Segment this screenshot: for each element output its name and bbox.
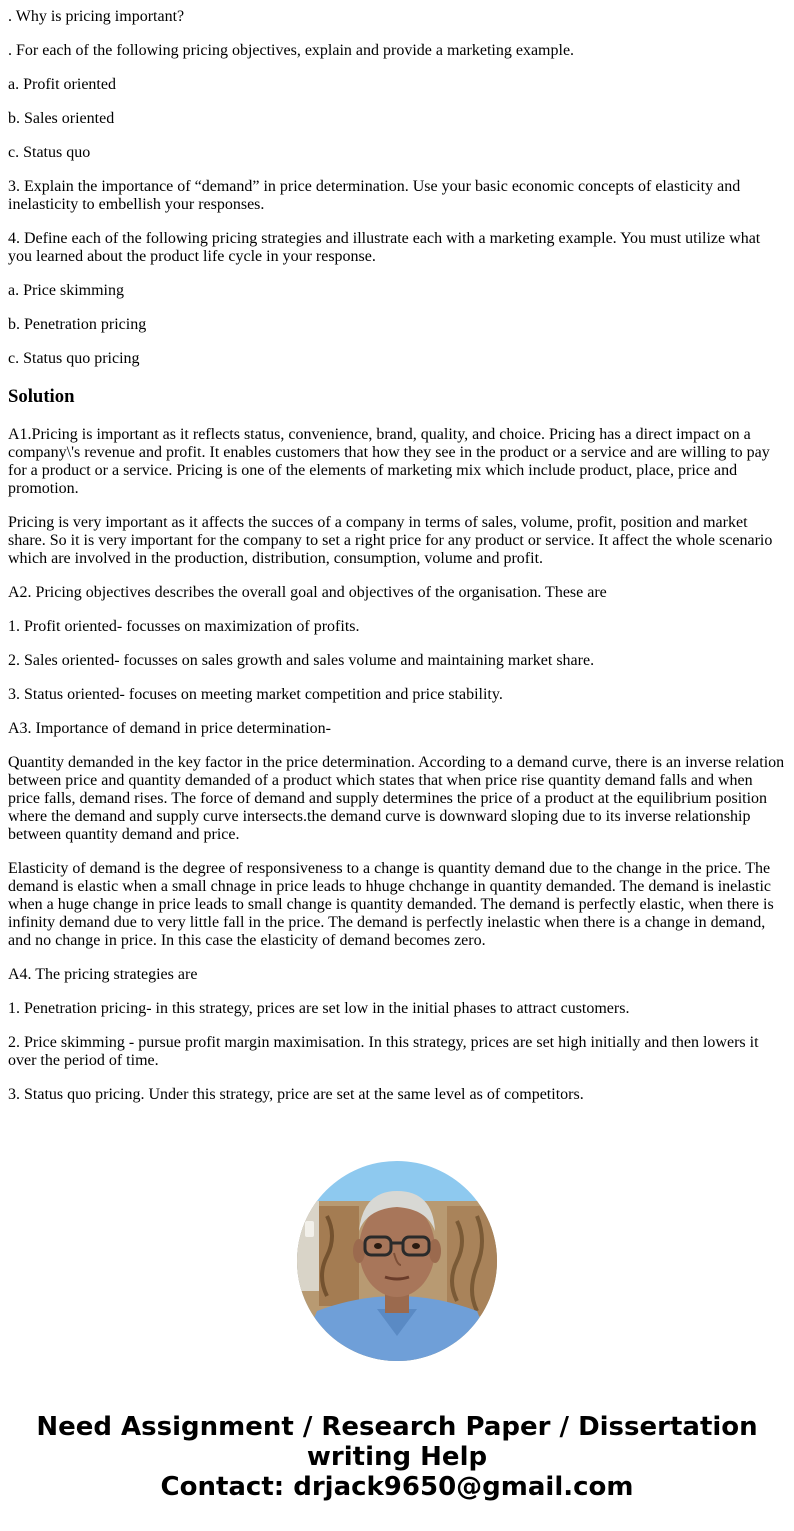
question-4b: b. Penetration pricing (8, 316, 147, 333)
answer-a2-item-1: 1. Profit oriented- focusses on maximization of profits. (8, 618, 360, 635)
answer-a4-item-3: 3. Status quo pricing. Under this strategy, price are set at the same level as of competitors. (8, 1086, 584, 1103)
answer-a3-elasticity: Elasticity of demand is the degree of responsiveness to a change is quantity demand due to the change in the price. The demand is elastic when a small chnage in price leads to hhuge chchange in quantity demanded. The demand is inelastic when a huge change in price leads to small change is quantity demanded. The demand is perfectly elastic, when there is infinity demand due to very little fall in the price. The demand is perfectly inelastic when there is a change in demand, and no change in price. In this case the elasticity of demand becomes zero. (8, 860, 774, 949)
answer-a2-item-3: 3. Status oriented- focuses on meeting market competition and price stability. (8, 686, 503, 703)
answer-a4-item-2: 2. Price skimming - pursue profit margin maximisation. In this strategy, prices are set high initially and then lowers it over the period of time. (8, 1034, 759, 1069)
solution-heading: Solution (8, 386, 75, 407)
author-portrait-image (297, 1161, 497, 1361)
answer-a2: A2. Pricing objectives describes the overall goal and objectives of the organisation. These are (8, 584, 607, 601)
footer-line-1: Need Assignment / Research Paper / Dissertation (36, 1412, 758, 1442)
answer-a1-continued: Pricing is very important as it affects the succes of a company in terms of sales, volume, profit, position and market share. So it is very important for the company to set a right price for any product or service. It affect the whole scenario which are involved in the production, distribution, consumption, volume and profit. (8, 514, 773, 567)
answer-a2-item-2: 2. Sales oriented- focusses on sales growth and sales volume and maintaining market share. (8, 652, 595, 669)
answer-a3-demand: Quantity demanded in the key factor in the price determination. According to a demand curve, there is an inverse relation between price and quantity demanded of a product which states that when price rise quantity demand falls and when price falls, demand rises. The force of demand and supply determines the price of a product at the equilibrium position where the demand and supply curve intersects.the demand curve is downward sloping due to its inverse relationship between quantity demand and price. (8, 754, 785, 843)
question-4: 4. Define each of the following pricing strategies and illustrate each with a marketing example. You must utilize what you learned about the product life cycle in your response. (8, 230, 761, 265)
question-2: . For each of the following pricing objectives, explain and provide a marketing example. (8, 42, 575, 59)
question-1: . Why is pricing important? (8, 8, 185, 25)
footer-ad (0, 1412, 794, 1502)
author-avatar (297, 1161, 497, 1361)
question-4c: c. Status quo pricing (8, 350, 140, 367)
answer-a1: A1.Pricing is important as it reflects status, convenience, brand, quality, and choice. Pricing has a direct impact on a company\'s revenue and profit. It enables customers that how they see in the product or a service and are willing to pay for a product or a service. Pricing is one of the elements of marketing mix which include product, place, price and promotion. (8, 426, 770, 497)
answer-a4: A4. The pricing strategies are (8, 966, 198, 983)
question-4a: a. Price skimming (8, 282, 124, 299)
question-2a: a. Profit oriented (8, 76, 116, 93)
document-body (0, 8, 794, 1104)
question-2b: b. Sales oriented (8, 110, 115, 127)
answer-a3: A3. Importance of demand in price determination- (8, 720, 331, 737)
question-2c: c. Status quo (8, 144, 91, 161)
footer-contact: Contact: drjack9650@gmail.com (160, 1472, 634, 1502)
answer-a4-item-1: 1. Penetration pricing- in this strategy, prices are set low in the initial phases to attract customers. (8, 1000, 630, 1017)
question-3: 3. Explain the importance of “demand” in price determination. Use your basic economic concepts of elasticity and inelasticity to embellish your responses. (8, 178, 741, 213)
footer-line-2: writing Help (306, 1442, 488, 1472)
